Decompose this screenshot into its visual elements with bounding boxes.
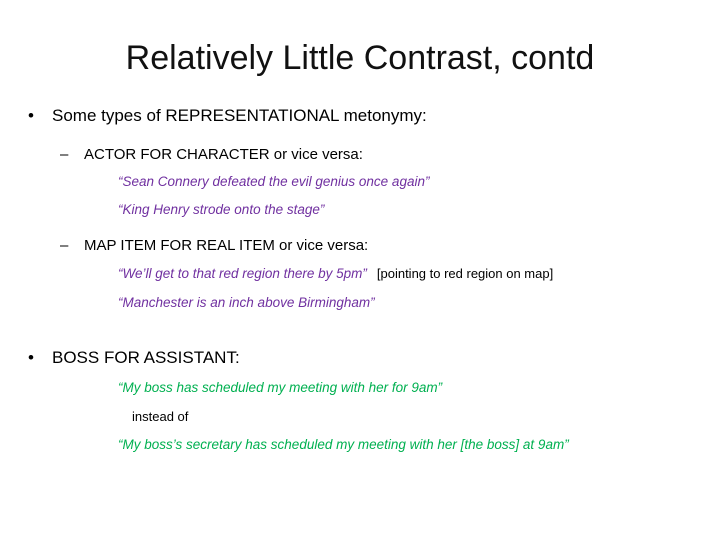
subbullet-actor-for-character [60, 145, 363, 165]
example-red-region-note: [pointing to red region on map] [376, 266, 554, 281]
bullet-marker: • [28, 348, 34, 367]
connector-instead-of: instead of [132, 409, 189, 424]
bullet-text: BOSS FOR ASSISTANT: [52, 348, 240, 367]
bullet-representational-metonymy [28, 105, 427, 127]
subbullet-map-item-for-real-item [60, 236, 368, 256]
bullet-boss-for-assistant [28, 347, 240, 369]
subbullet-text: ACTOR FOR CHARACTER or vice versa: [84, 146, 363, 163]
subbullet-text: MAP ITEM FOR REAL ITEM or vice versa: [84, 237, 369, 254]
example-king-henry: “King Henry strode onto the stage” [118, 202, 325, 217]
example-boss-scheduled: “My boss has scheduled my meeting with her for 9am” [118, 380, 443, 395]
example-sean-connery: “Sean Connery defeated the evil genius once again” [118, 174, 430, 189]
slide-title: Relatively Little Contrast, contd [125, 39, 595, 77]
example-red-region [118, 265, 553, 283]
example-red-region-quote: “We’ll get to that red region there by 5pm” [118, 266, 367, 281]
bullet-text: Some types of REPRESENTATIONAL metonymy: [52, 106, 427, 125]
example-manchester: “Manchester is an inch above Birmingham” [118, 295, 375, 310]
dash-marker: – [60, 146, 69, 163]
bullet-marker: • [28, 106, 34, 125]
dash-marker: – [60, 237, 69, 254]
example-secretary-scheduled: “My boss’s secretary has scheduled my meeting with her [the boss] at 9am” [118, 437, 569, 452]
